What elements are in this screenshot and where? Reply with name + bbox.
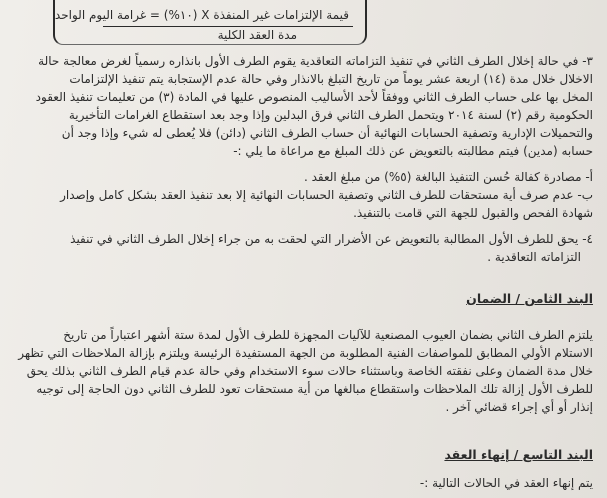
clause3-line: ٣- في حالة إخلال الطرف الثاني في تنفيذ التزاماته التعاقدية يقوم الطرف الأول بانذاره رسمياً لغرض معالجة حالة: [38, 54, 593, 68]
formula-bracket: [53, 0, 367, 45]
clause3-line: حسابه (مدين) فيتم مطالبته بالتعويض عن ذلك المبلغ مع مراعاة ما يلي :-: [233, 144, 593, 158]
sub-item-b: ب- عدم صرف أية مستحقات للطرف الثاني وتصفية الحسابات النهائية إلا بعد تنفيذ العقد بشكل كامل وإصدار: [60, 188, 593, 202]
sub-item-b-cont: شهادة الفحص والقبول للجهة التي قامت بالتنفيذ.: [353, 206, 593, 220]
clause3-line: الاخلال خلال مدة (١٤) اربعة عشر يوماً من تاريخ التبلغ بالانذار وفي حالة عدم الإستجابة يتم تنفيذ الإلتزامات: [69, 72, 593, 86]
section8-heading: البند الثامن / الضمان: [466, 291, 593, 306]
section8-line: الاستلام الأولي المطابق للمواصفات الفنية المطلوبة من الجهة المستفيدة الرئيسة ويلتزم بإزالة الملاحظات التي تظهر: [18, 346, 593, 360]
clause4-line: ٤- يحق للطرف الأول المطالبة بالتعويض عن الأضرار التي لحقت به من جراء إخلال الطرف الثاني في تنفيذ: [70, 232, 593, 246]
clause3-line: والتحميلات الإدارية وتصفية الحسابات النهائية أن حساب الطرف الثاني (دائن) فلا يُعطى له شيء وإذا وجد أن: [61, 126, 593, 140]
section8-line: للطرف الأول إزالة تلك الملاحظات واستقطاع مبالغها من أية مستحقات تعود للطرف الثاني دون الحاجة إلى توجيه: [36, 382, 593, 396]
section9-heading: البند التاسع / إنهاء العقد: [444, 447, 593, 462]
formula-fraction-line: [103, 26, 353, 27]
clause3-line: الحكومية رقم (٢) لسنة ٢٠١٤ ويتحمل الطرف الثاني فرق البدلين وإذا وجد بعد استقطاع الغرامات التأخيرية: [68, 108, 593, 122]
formula-denominator: مدة العقد الكلية: [217, 28, 297, 42]
section8-line: يلتزم الطرف الثاني بضمان العيوب المصنعية للآليات المجهزة للطرف الأول لمدة ستة أشهر اعتباراً من تاريخ: [63, 328, 593, 342]
clause3-line: المخل بها على حساب الطرف الثاني ووفقاً لأحد الأساليب المنصوص عليها في المادة (٣) من تعليمات تنفيذ العقود: [35, 90, 593, 104]
section8-line: إنذار أو أي إجراء قضائي آخر .: [445, 400, 593, 414]
sub-item-a: أ- مصادرة كفالة حُسن التنفيذ البالغة (٥%) من مبلغ العقد .: [303, 170, 593, 184]
formula-numerator: قيمة الإلتزامات غير المنفذة X (١٠%) = غرامة اليوم الواحد: [54, 8, 349, 22]
section9-intro: يتم إنهاء العقد في الحالات التالية :-: [419, 476, 593, 490]
clause4-line: التزاماته التعاقدية .: [487, 250, 581, 264]
section8-line: خلال مدة الضمان وعلى نفقته الخاصة وباستثناء حالات سوء الاستخدام وفي حالة عدم قيام الطرف الثاني بذلك يحق: [26, 364, 593, 378]
